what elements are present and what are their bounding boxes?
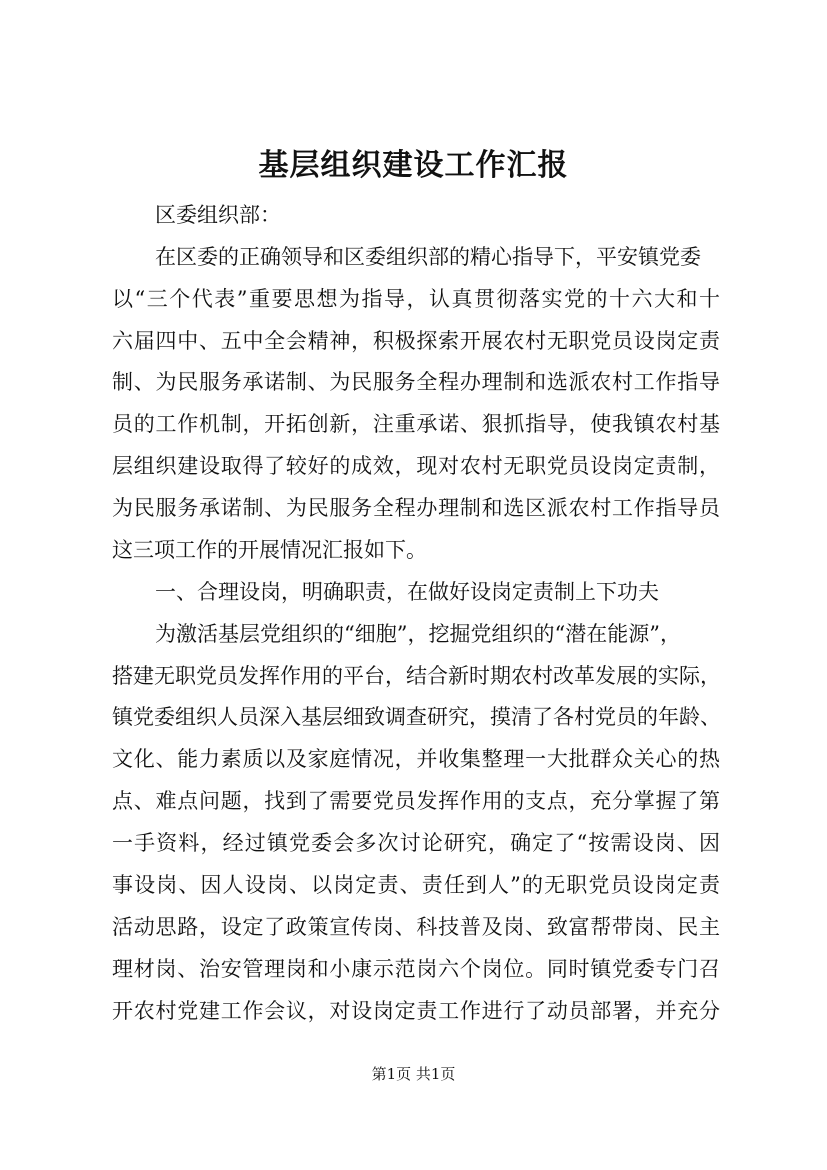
paragraph-line: 点、难点问题，找到了需要党员发挥作用的支点，充分掌握了第 [112,789,720,813]
section-heading: 一、合理设岗，明确职责，在做好设岗定责制上下功夫 [155,580,659,604]
paragraph-line: 这三项工作的开展情况汇报如下。 [112,538,427,562]
paragraph-line: 事设岗、因人设岗、以岗定责、责任到人”的无职党员设岗定责 [112,873,720,897]
salutation: 区委组织部： [155,203,281,227]
paragraph-line: 为激活基层党组织的“细胞”，挖掘党组织的“潜在能源”， [155,622,681,646]
paragraph-line: 为民服务承诺制、为民服务全程办理制和选区派农村工作指导员 [112,496,720,520]
paragraph-line: 以“三个代表”重要思想为指导，认真贯彻落实党的十六大和十 [112,287,720,311]
paragraph-line: 制、为民服务承诺制、为民服务全程办理制和选派农村工作指导 [112,370,720,394]
paragraph-line: 活动思路，设定了政策宣传岗、科技普及岗、致富帮带岗、民主 [112,915,720,939]
document-title: 基层组织建设工作汇报 [258,148,569,183]
paragraph-line: 镇党委组织人员深入基层细致调查研究，摸清了各村党员的年龄、 [112,705,721,729]
page-footer: 第1页 共1页 [371,1065,456,1083]
paragraph-line: 在区委的正确领导和区委组织部的精心指导下，平安镇党委 [155,245,701,269]
paragraph-line: 开农村党建工作会议，对设岗定责工作进行了动员部署，并充分 [112,999,720,1023]
paragraph-line: 搭建无职党员发挥作用的平台，结合新时期农村改革发展的实际， [112,664,721,688]
paragraph-line: 层组织建设取得了较好的成效，现对农村无职党员设岗定责制， [112,454,720,478]
paragraph-line: 员的工作机制，开拓创新，注重承诺、狠抓指导，使我镇农村基 [112,412,720,436]
paragraph-line: 文化、能力素质以及家庭情况，并收集整理一大批群众关心的热 [112,747,720,771]
paragraph-line: 一手资料，经过镇党委会多次讨论研究，确定了“按需设岗、因 [112,831,720,855]
paragraph-line: 理材岗、治安管理岗和小康示范岗六个岗位。同时镇党委专门召 [112,957,720,981]
paragraph-line: 六届四中、五中全会精神，积极探索开展农村无职党员设岗定责 [112,329,720,353]
